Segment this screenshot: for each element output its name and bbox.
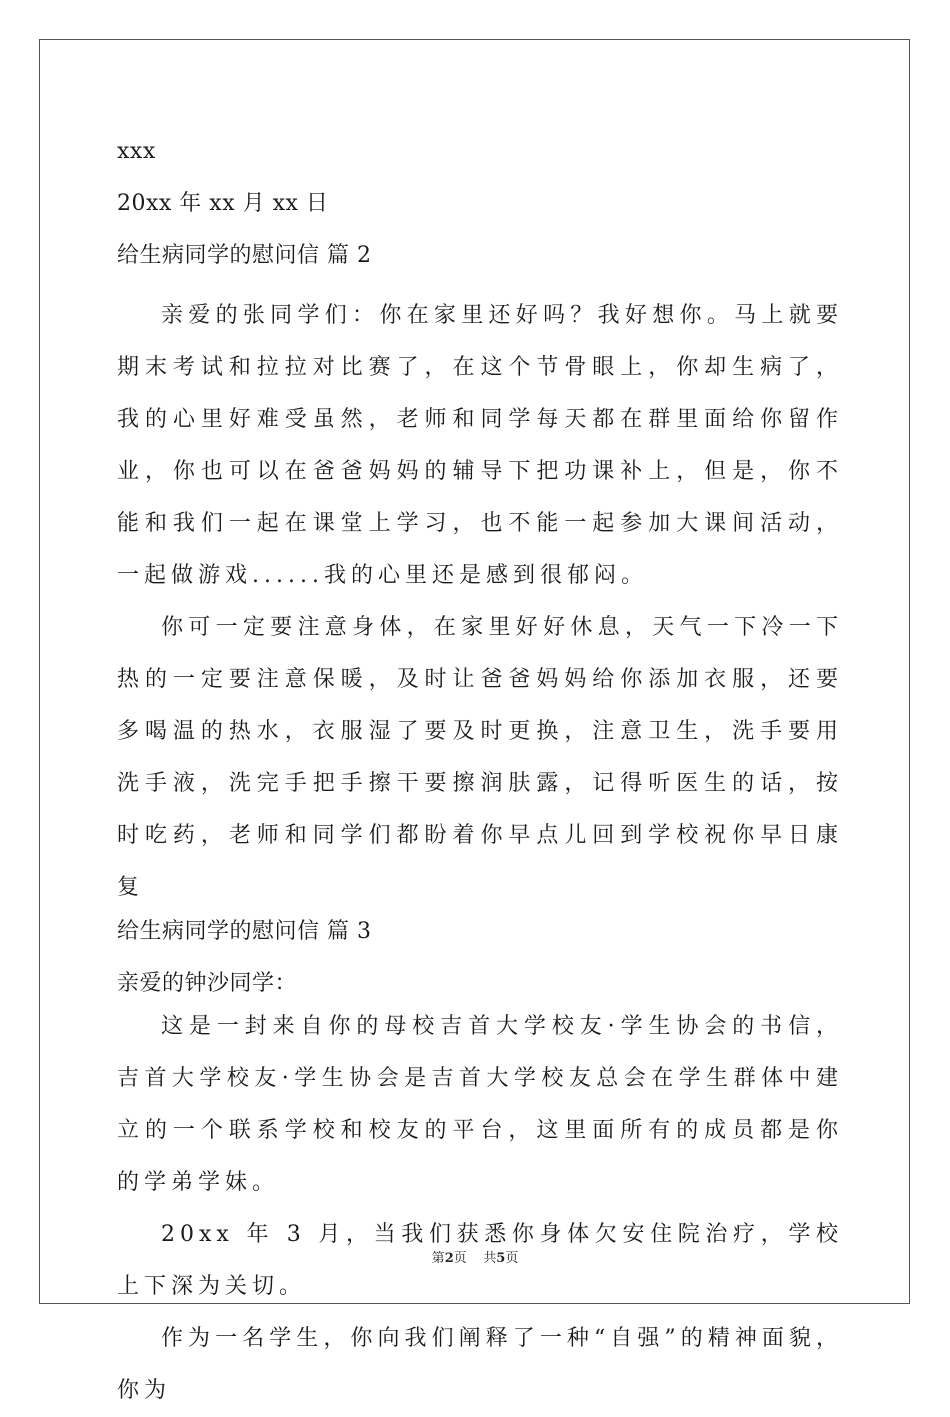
letter2-paragraph-1: 亲爱的张同学们：你在家里还好吗？我好想你。马上就要期末考试和拉拉对比赛了，在这个节骨眼上，你却生病了，我的心里好难受虽然，老师和同学每天都在群里面给你留作业，你也可以在爸爸妈妈的辅导下把功课补上，但是，你不能和我们一起在课堂上学习，也不能一起参加大课间活动，一起做游戏......我的心里还是感到很郁闷。: [117, 303, 843, 588]
signature-date: 20xx 年 xx 月 xx 日: [117, 191, 329, 216]
document-body: [117, 134, 843, 1417]
letter2-paragraph-2: 你可一定要注意身体，在家里好好休息，天气一下冷一下热的一定要注意保暖，及时让爸爸妈妈给你添加衣服，还要多喝温的热水，衣服湿了要及时更换，注意卫生，洗手要用洗手液，洗完手把手擦干要擦润肤露，记得听医生的话，按时吃药，老师和同学们都盼着你早点儿回到学校祝你早日康复: [117, 615, 843, 900]
signature-name: xxx: [117, 139, 156, 164]
footer-prefix: 第: [431, 1251, 445, 1266]
footer-total-pages: 5: [496, 1251, 506, 1266]
footer-suffix: 页: [505, 1251, 519, 1266]
footer-mid: 页 共: [453, 1251, 497, 1266]
section-heading-3: 给生病同学的慰问信 篇 3: [117, 919, 372, 944]
footer-current-page: 2: [444, 1251, 454, 1266]
page-footer: [0, 1247, 950, 1266]
letter3-paragraph-2: 20xx 年 3 月，当我们获悉你身体欠安住院治疗，学校上下深为关切。: [117, 1222, 843, 1299]
letter3-paragraph-3: 作为一名学生，你向我们阐释了一种“自强”的精神面貌，你为: [117, 1326, 843, 1403]
letter3-salutation: 亲爱的钟沙同学：: [117, 971, 298, 996]
section-heading-2: 给生病同学的慰问信 篇 2: [117, 243, 372, 268]
letter3-paragraph-1: 这是一封来自你的母校吉首大学校友·学生协会的书信，吉首大学校友·学生协会是吉首大学校友总会在学生群体中建立的一个联系学校和校友的平台，这里面所有的成员都是你的学弟学妹。: [117, 1014, 843, 1195]
